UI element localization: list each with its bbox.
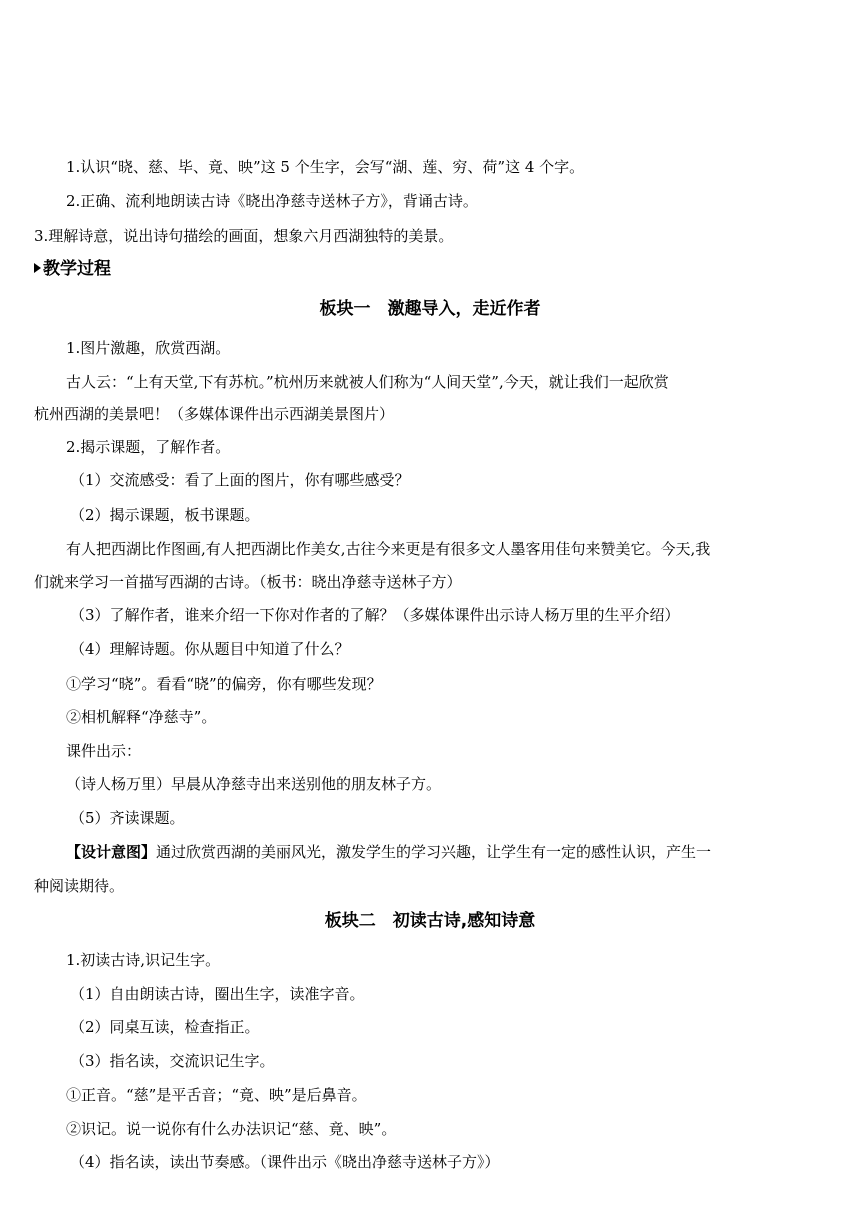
s2-line-3: （2）同桌互读，检查指正。: [70, 1018, 260, 1036]
s2-line-1: 1.初读古诗,识记生字。: [66, 951, 221, 969]
s1-line-5: （1）交流感受：看了上面的图片，你有哪些感受？: [70, 471, 410, 489]
process-heading: [34, 259, 834, 279]
s1-line-3: 杭州西湖的美景吧！（多媒体课件出示西湖美景图片）: [34, 405, 395, 423]
s1-line-12: ②相机解释“净慈寺”。: [66, 708, 217, 726]
design-intent-text: 通过欣赏西湖的美丽风光，激发学生的学习兴趣，让学生有一定的感性认识，产生一: [156, 843, 712, 861]
s1-line-14: （诗人杨万里）早晨从净慈寺出来送别他的朋友林子方。: [66, 775, 442, 793]
s1-line-13: 课件出示：: [66, 742, 142, 760]
s2-line-2: （1）自由朗读古诗，圈出生字，读准字音。: [70, 985, 365, 1003]
s1-line-1: 1.图片激趣，欣赏西湖。: [66, 339, 231, 357]
s1-line-15: （5）齐读课题。: [70, 809, 185, 827]
design-intent-line-2: 种阅读期待。: [34, 877, 125, 895]
s1-line-6: （2）揭示课题，板书课题。: [70, 506, 260, 524]
design-intent-label: 【设计意图】: [66, 843, 157, 861]
s1-line-11: ①学习“晓”。看看“晓”的偏旁，你有哪些发现？: [66, 675, 382, 693]
s1-line-2: 古人云：“上有天堂,下有苏杭。”杭州历来就被人们称为“人间天堂”,今天，就让我们一起欣赏: [66, 373, 669, 391]
objective-1: 1.认识“晓、慈、毕、竟、映”这 5 个生字，会写“湖、莲、穷、荷”这 4 个字。: [66, 158, 585, 176]
s2-line-7: （4）指名读，读出节奏感。（课件出示《晓出净慈寺送林子方》）: [70, 1153, 500, 1171]
s1-line-7: 有人把西湖比作图画,有人把西湖比作美女,古往今来更是有很多文人墨客用佳句来赞美它。今天,我: [66, 540, 711, 558]
s2-line-4: （3）指名读，交流识记生字。: [70, 1052, 275, 1070]
s1-line-9: （3）了解作者，谁来介绍一下你对作者的了解？（多媒体课件出示诗人杨万里的生平介绍）: [70, 606, 680, 624]
s2-line-6: ②识记。说一说你有什么办法识记“慈、竟、映”。: [66, 1120, 397, 1138]
design-intent-line-1: [66, 842, 860, 862]
triangle-bullet-icon: [34, 263, 41, 273]
section2-title: 板块二 初读古诗,感知诗意: [324, 911, 536, 931]
s1-line-4: 2.揭示课题，了解作者。: [66, 438, 231, 456]
s2-line-5: ①正音。“慈”是平舌音；“竟、映”是后鼻音。: [66, 1086, 367, 1104]
objective-2: 2.正确、流利地朗读古诗《晓出净慈寺送林子方》，背诵古诗。: [66, 192, 478, 210]
objective-3: 3.理解诗意，说出诗句描绘的画面，想象六月西湖独特的美景。: [34, 227, 454, 245]
section1-title: 板块一 激趣导入，走近作者: [319, 299, 541, 319]
s1-line-10: （4）理解诗题。你从题目中知道了什么？: [70, 640, 350, 658]
process-heading-text: 教学过程: [43, 259, 111, 279]
s1-line-8: 们就来学习一首描写西湖的古诗。（板书：晓出净慈寺送林子方）: [34, 573, 462, 591]
